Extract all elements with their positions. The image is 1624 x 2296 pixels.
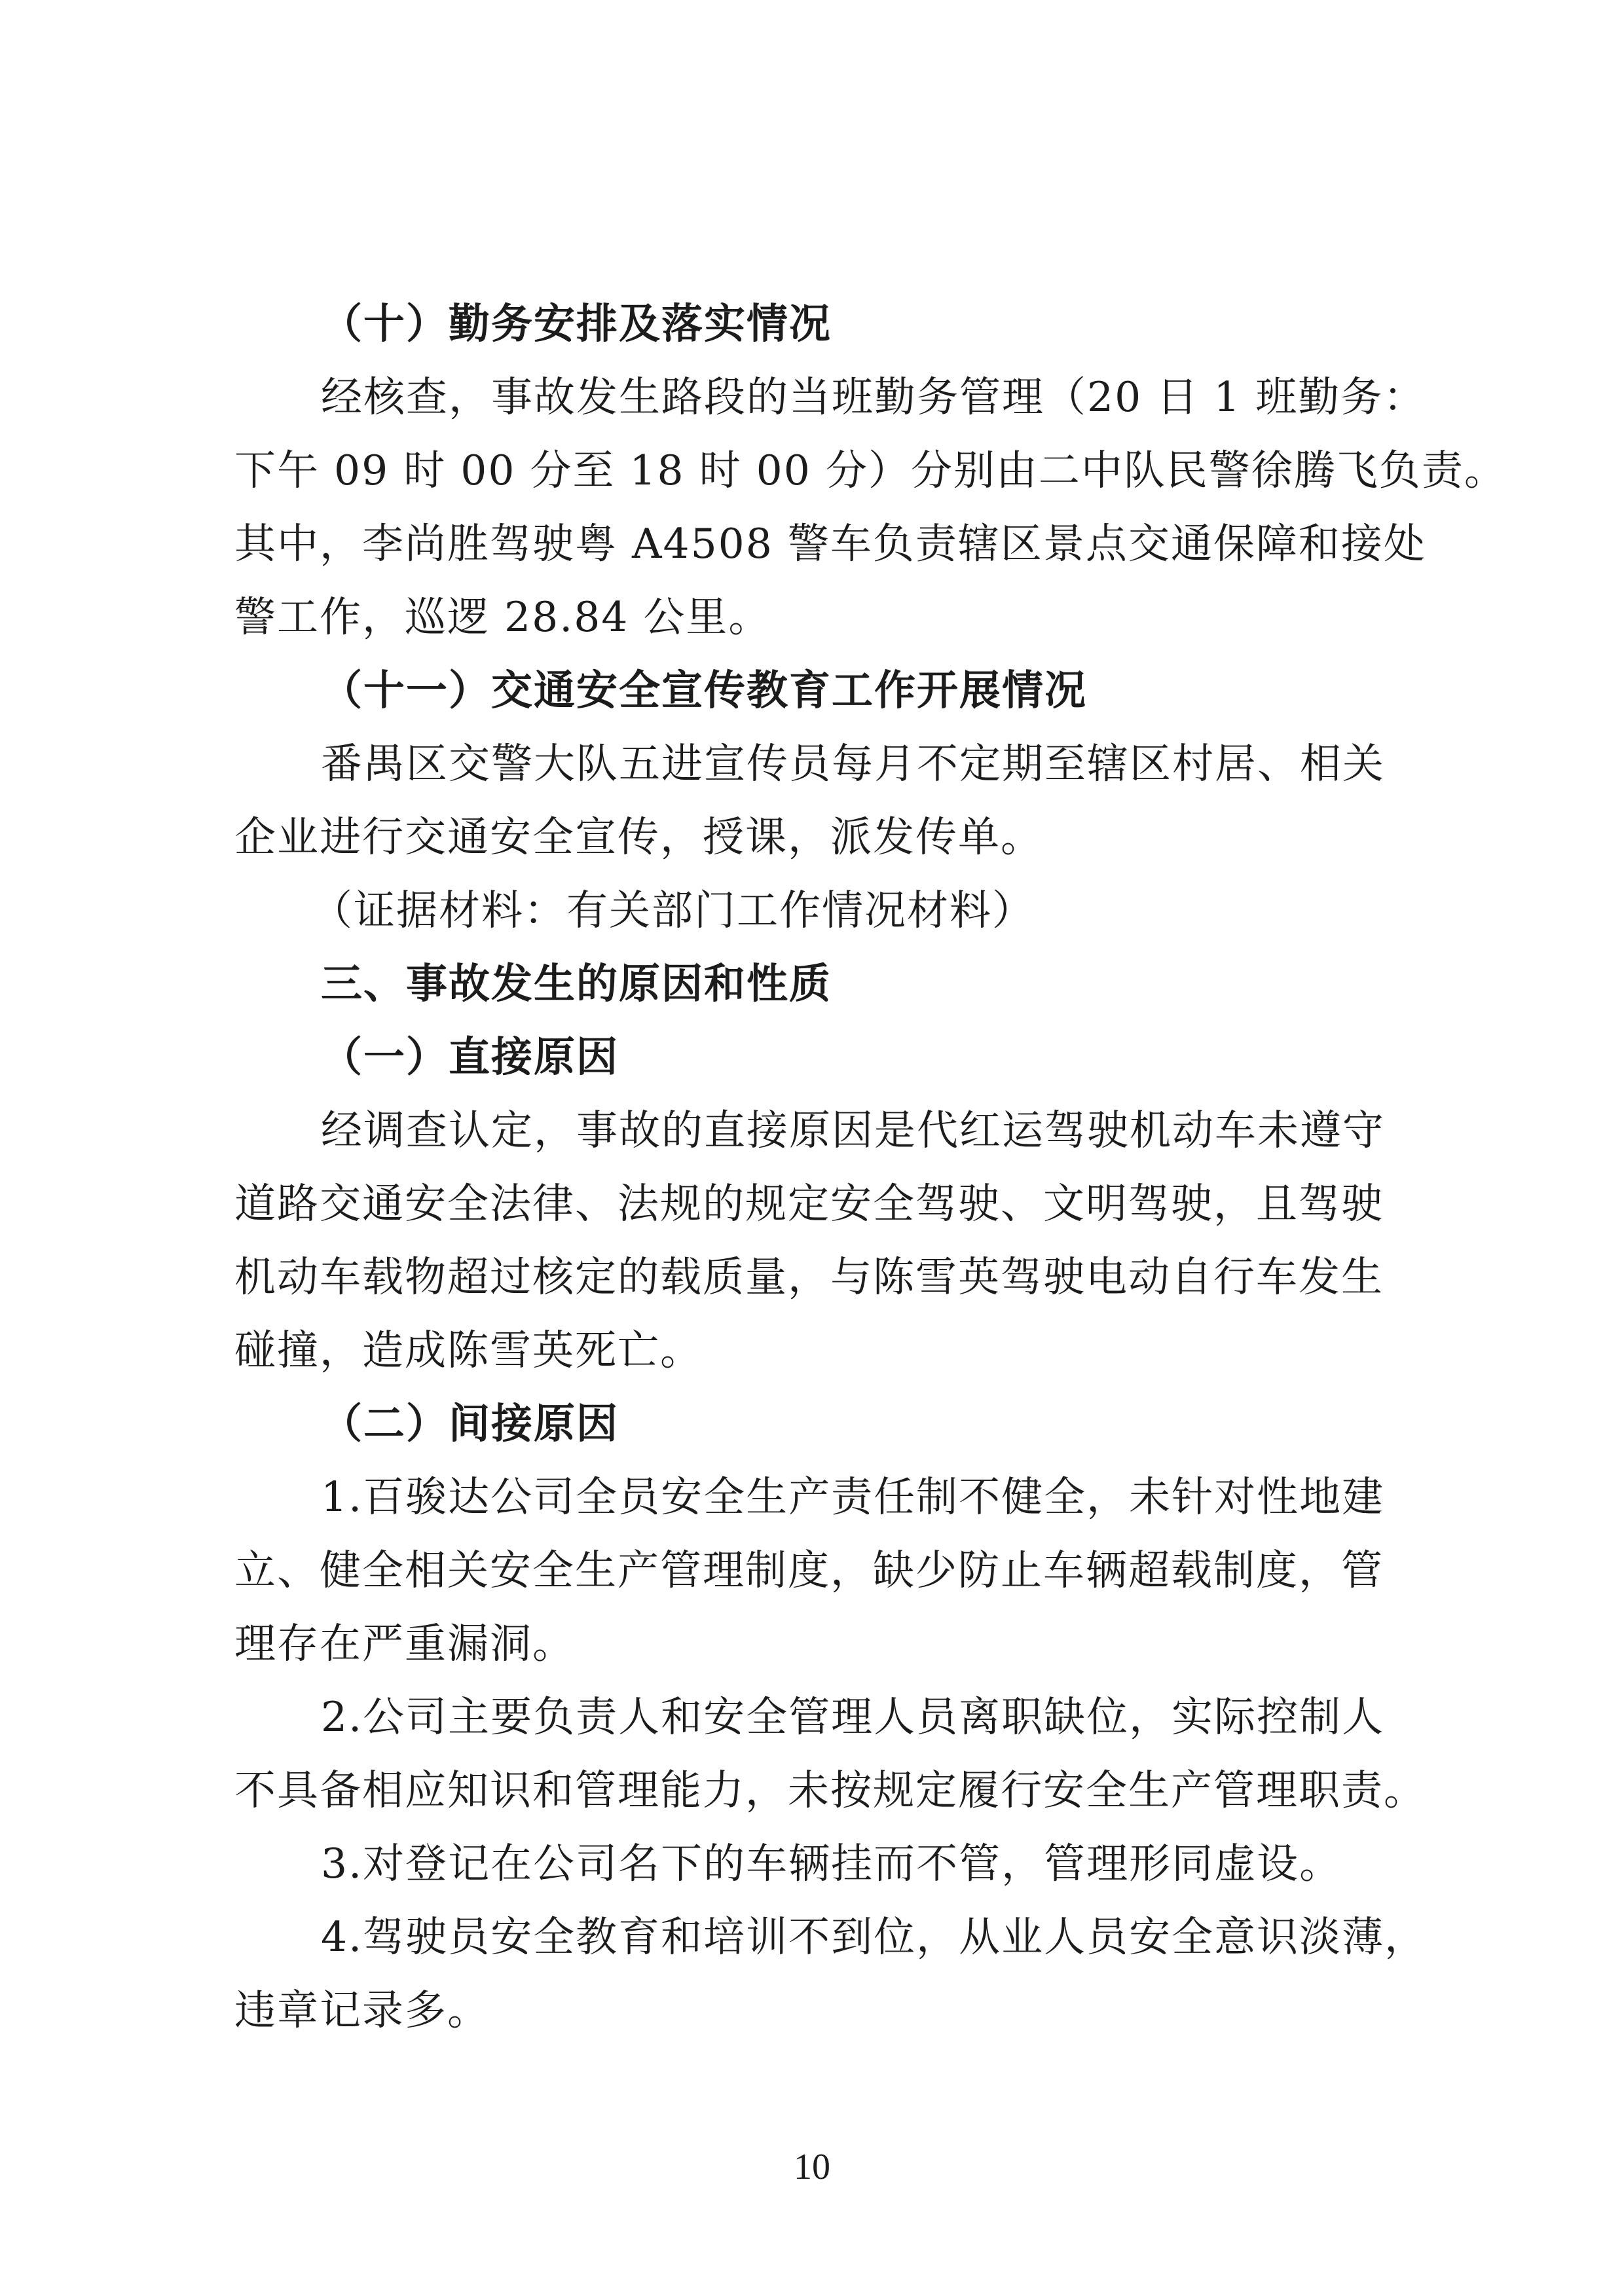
paragraph-line: 企业进行交通安全宣传，授课，派发传单。 xyxy=(234,813,1043,861)
section-heading-direct-cause: （一）直接原因 xyxy=(321,1033,619,1081)
paragraph-line: 番禺区交警大队五进宣传员每月不定期至辖区村居、相关 xyxy=(321,740,1385,788)
paragraph-line: 机动车载物超过核定的载质量，与陈雪英驾驶电动自行车发生 xyxy=(234,1253,1384,1301)
paragraph-line: 碰撞，造成陈雪英死亡。 xyxy=(234,1326,703,1374)
list-item-4-continued: 违章记录多。 xyxy=(234,1986,490,2034)
list-item-1: 1.百骏达公司全员安全生产责任制不健全，未针对性地建 xyxy=(321,1473,1385,1521)
paragraph-line: 道路交通安全法律、法规的规定安全驾驶、文明驾驶，且驾驶 xyxy=(234,1180,1384,1228)
list-item-2: 2.公司主要负责人和安全管理人员离职缺位，实际控制人 xyxy=(321,1693,1385,1741)
paragraph-line: 经核查，事故发生路段的当班勤务管理（20 日 1 班勤务： xyxy=(321,373,1426,421)
section-heading-safety-education: （十一）交通安全宣传教育工作开展情况 xyxy=(321,666,1087,714)
paragraph-line: 警工作，巡逻 28.84 公里。 xyxy=(234,593,771,641)
section-heading-duty-arrangement: （十）勤务安排及落实情况 xyxy=(321,300,832,348)
paragraph-line: 经调查认定，事故的直接原因是代红运驾驶机动车未遵守 xyxy=(321,1106,1385,1154)
paragraph-line: 其中，李尚胜驾驶粤 A4508 警车负责辖区景点交通保障和接处 xyxy=(234,520,1426,568)
section-heading-indirect-cause: （二）间接原因 xyxy=(321,1400,619,1448)
list-item-3: 3.对登记在公司名下的车辆挂而不管，管理形同虚设。 xyxy=(321,1840,1342,1887)
evidence-note: （证据材料：有关部门工作情况材料） xyxy=(311,886,1035,934)
list-item-2-continued: 不具备相应知识和管理能力，未按规定履行安全生产管理职责。 xyxy=(234,1766,1426,1814)
list-item-1-continued: 理存在严重漏洞。 xyxy=(234,1620,575,1667)
list-item-1-continued: 立、健全相关安全生产管理制度，缺少防止车辆超载制度，管 xyxy=(234,1546,1384,1594)
chapter-heading-causes: 三、事故发生的原因和性质 xyxy=(321,960,832,1008)
list-item-4: 4.驾驶员安全教育和培训不到位，从业人员安全意识淡薄， xyxy=(321,1913,1428,1961)
paragraph-line: 下午 09 时 00 分至 18 时 00 分）分别由二中队民警徐腾飞负责。 xyxy=(234,446,1507,494)
page-number: 10 xyxy=(794,2147,830,2187)
